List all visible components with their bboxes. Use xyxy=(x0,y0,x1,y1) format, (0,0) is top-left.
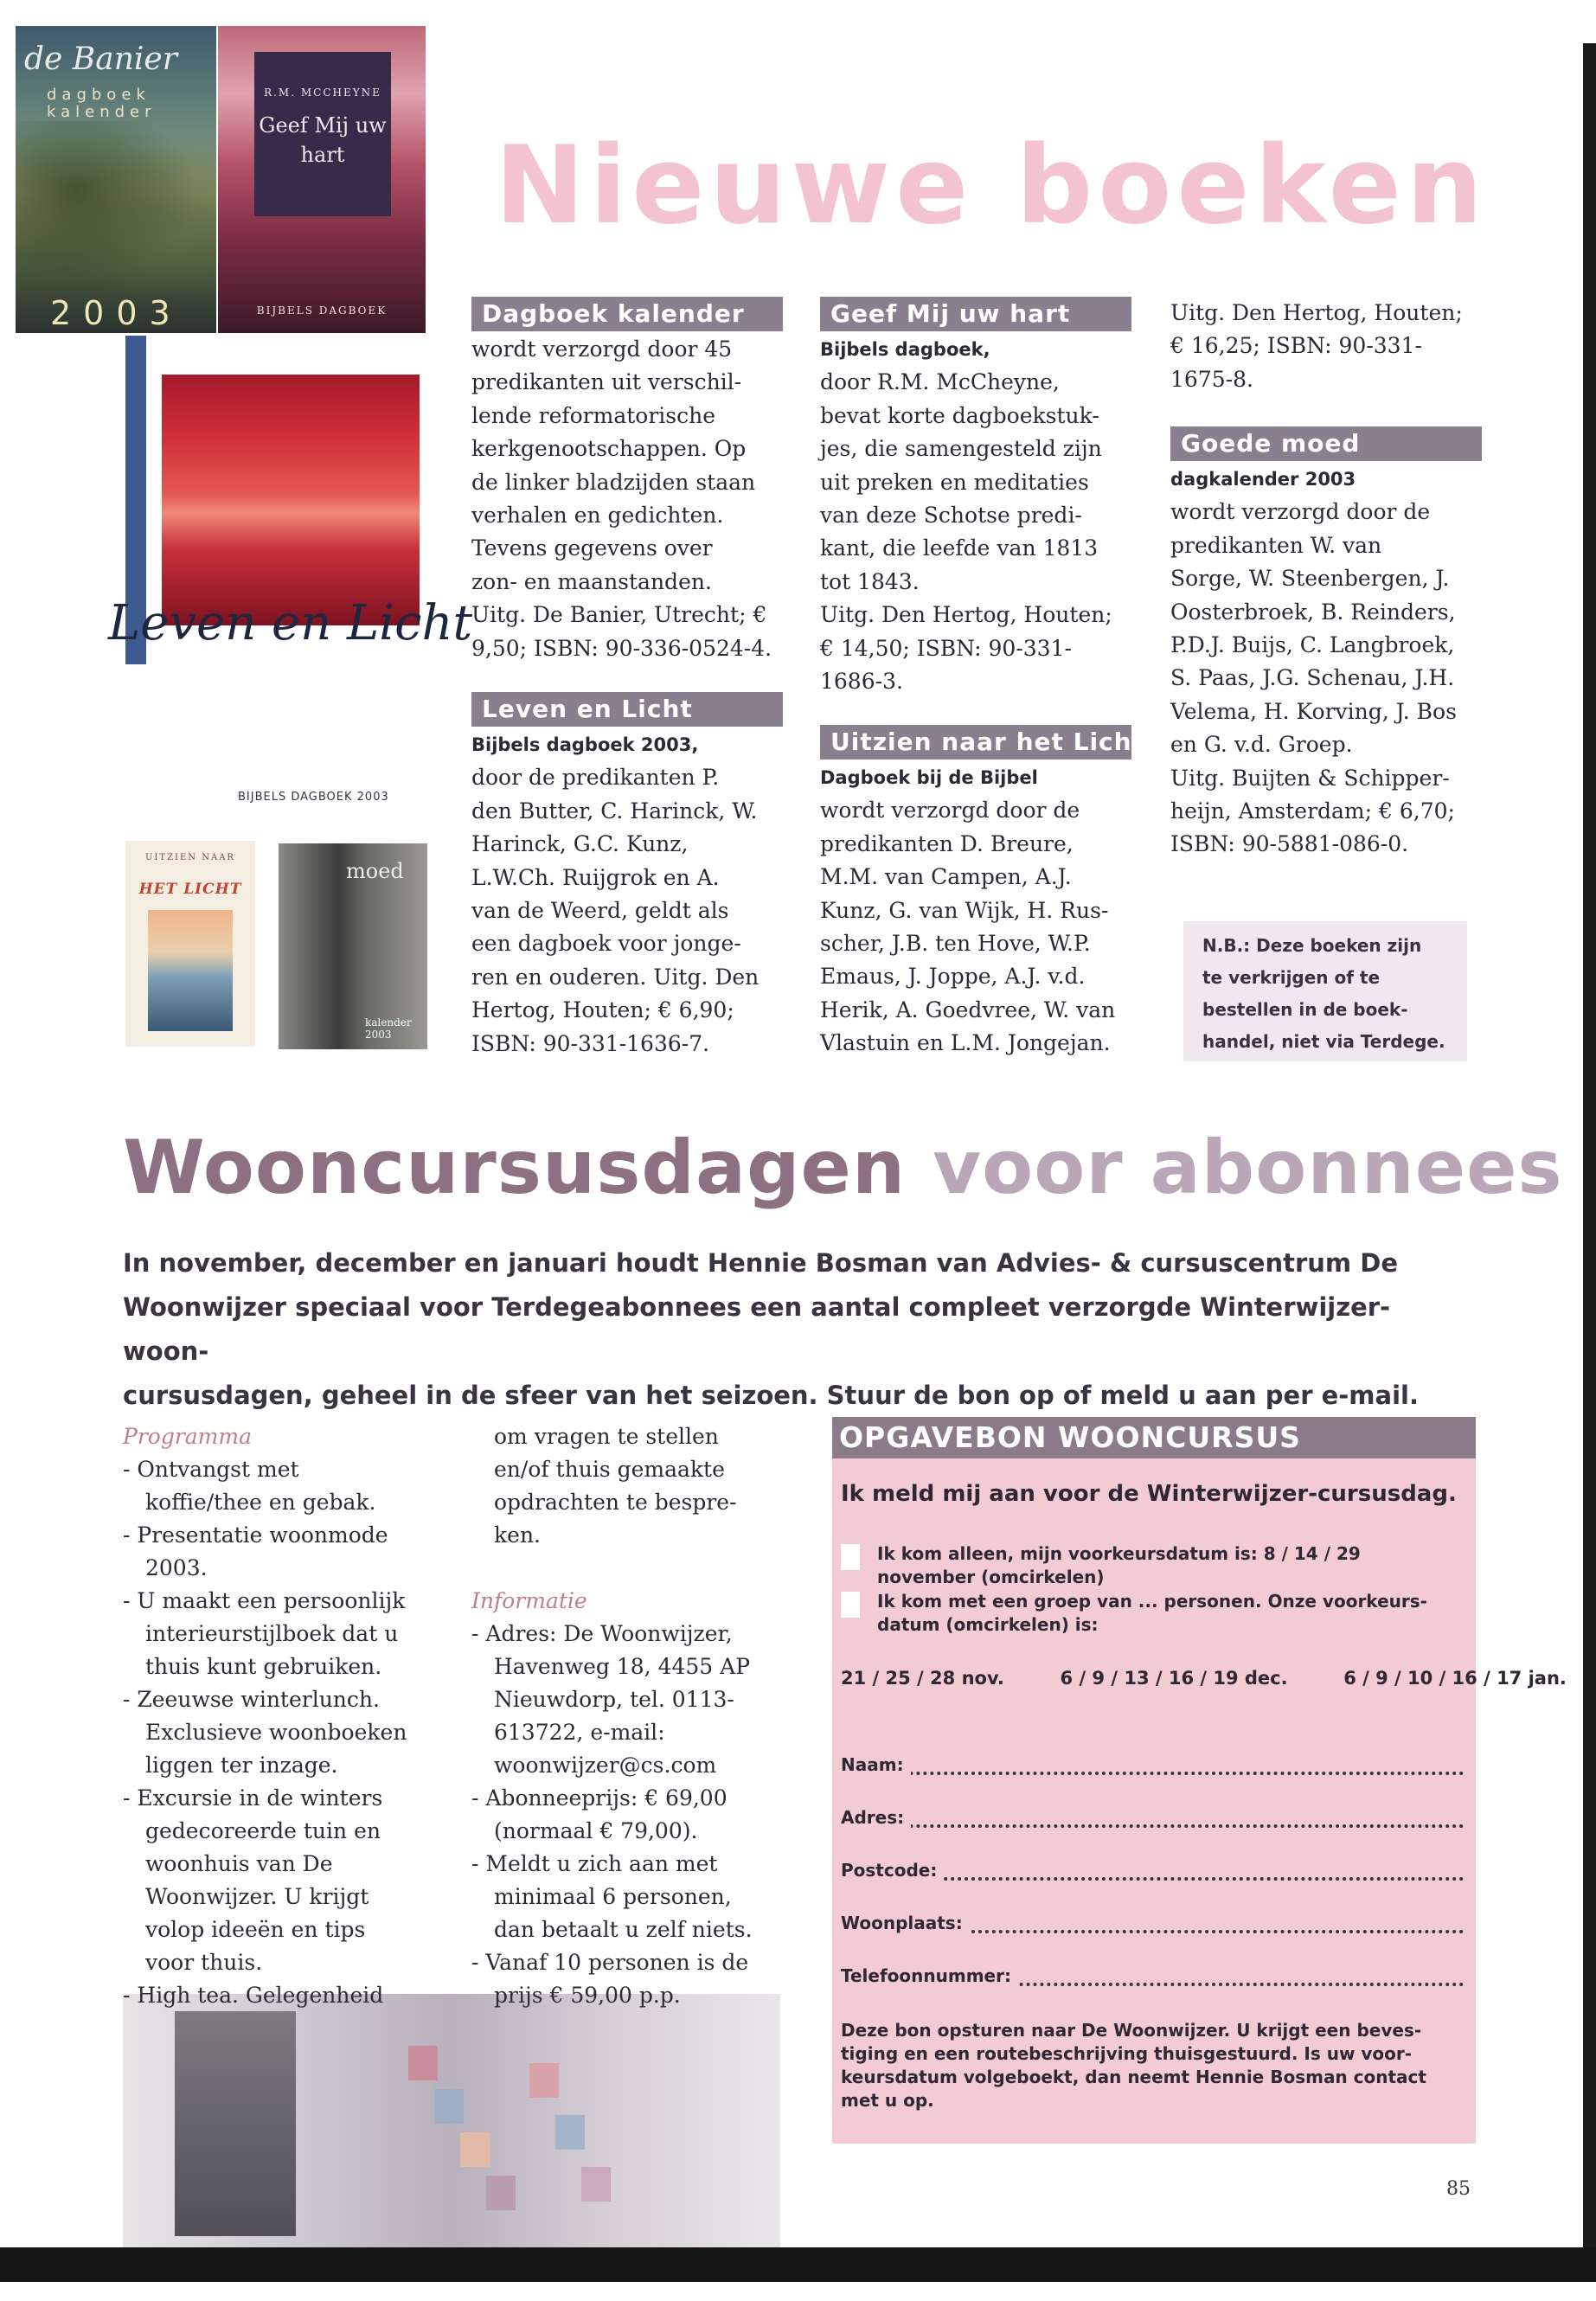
informatie-item: - Vanaf 10 personen is de prijs € 59,00 p.p. xyxy=(471,1950,749,2008)
article-body: door de predikanten P. den Butter, C. Harinck, W. Harinck, G.C. Kunz, L.W.Ch. Ruijgrok en A. van de Weerd, geldt als een dagboek voor jonge- ren en ouderen. Uitg. Den Hertog, Houten; € 6,90; ISBN: 90-331-1636-7. xyxy=(471,765,760,1056)
option-alone-checkbox[interactable] xyxy=(841,1544,860,1570)
article-subtitle: Bijbels dagboek, xyxy=(820,339,990,360)
field-naam[interactable] xyxy=(841,1754,1464,1782)
article-title: Dagboek kalender xyxy=(471,297,783,331)
field-label: Naam: xyxy=(841,1754,911,1775)
cover-title-area xyxy=(91,595,473,725)
cover-title: Geef Mij uw hart xyxy=(259,113,387,167)
cover-landscape-image xyxy=(16,121,216,294)
headline-nieuwe-boeken: Nieuwe boeken xyxy=(495,124,1489,248)
field-label: Adres: xyxy=(841,1807,911,1828)
color-swatch xyxy=(434,2089,464,2124)
option-alone[interactable] xyxy=(841,1542,1464,1589)
informatie-item: - Meldt u zich aan met minimaal 6 personen, dan betaalt u zelf niets. xyxy=(471,1851,753,1942)
cover-leven-en-licht xyxy=(108,336,473,855)
cover-lake-image xyxy=(148,910,233,1031)
field-label: Woonplaats: xyxy=(841,1913,970,1933)
article-title: Goede moed xyxy=(1170,426,1482,461)
cover-brand: de Banier xyxy=(24,42,177,77)
cover-dagboek-kalender xyxy=(16,26,216,333)
article-dagboek-kalender xyxy=(471,297,783,665)
programma-item-continued: om vragen te stellen en/of thuis gemaakte opdrachten te bespre- ken. xyxy=(494,1424,737,1548)
article-body: wordt verzorgd door de predikanten W. van Sorge, W. Steenbergen, J. Oosterbroek, B. Reinders, P.D.J. Buijs, C. Langbroek, S. Paas, J.G. Schenau, J.H. Velema, H. Korving, J. Bos en G. v.d. Groep. Uitg. Buijten & Schipper- heijn, Amsterdam; € 6,70; ISBN: 90-5881-086-0. xyxy=(1170,499,1457,857)
page-number: 85 xyxy=(1446,2178,1471,2200)
form-intro: Ik meld mij aan voor de Winterwijzer-cursusdag. xyxy=(841,1481,1457,1507)
dates-november: 21 / 25 / 28 nov. xyxy=(841,1668,1004,1689)
programma-item: - U maakt een persoonlijk interieurstijlboek dat u thuis kunt gebruiken. xyxy=(123,1588,406,1679)
programma-item: - Excursie in de winters gedecoreerde tuin en woonhuis van De Woonwijzer. U krijgt volop ideeën en tips voor thuis. xyxy=(123,1785,383,1975)
article-subtitle: Bijbels dagboek 2003, xyxy=(471,734,699,755)
cover-title-line1: UITZIEN NAAR xyxy=(145,853,235,862)
article-goede-moed xyxy=(1170,426,1482,862)
page-edge-bottom xyxy=(0,2247,1596,2282)
cover-title-line2: HET LICHT xyxy=(138,881,242,898)
option-group-checkbox[interactable] xyxy=(841,1592,860,1618)
article-body: wordt verzorgd door 45 predikanten uit verschil- lende reformatorische kerkgenootschappen. Op de linker bladzijden staan verhalen en gedichten. Tevens gegevens over zon- en maanstanden. Uitg. De Banier, Utrecht; € 9,50; ISBN: 90-336-0524-4. xyxy=(471,336,772,661)
dates-december: 6 / 9 / 13 / 16 / 19 dec. xyxy=(1060,1668,1288,1689)
field-woonplaats[interactable] xyxy=(841,1913,1464,1940)
article-uitzien-continued xyxy=(1170,297,1482,396)
form-title: OPGAVEBON WOONCURSUS xyxy=(832,1417,1476,1458)
programma-label: Programma xyxy=(123,1424,252,1449)
programma-item: - Zeeuwse winterlunch. Exclusieve woonboeken liggen ter inzage. xyxy=(123,1687,407,1778)
cover-footer: BIJBELS DAGBOEK xyxy=(256,304,388,317)
article-body: door R.M. McCheyne, bevat korte dagboekstuk- jes, die samengesteld zijn uit preken en meditaties van deze Schotse predi- kant, die leefde van 1813 tot 1843. Uitg. Den Hertog, Houten; € 14,50; ISBN: 90-331- 1686-3. xyxy=(820,369,1112,695)
field-telefoonnummer[interactable] xyxy=(841,1965,1464,1993)
decor-photo xyxy=(123,1994,780,2247)
color-swatch xyxy=(555,2115,585,2150)
field-dots xyxy=(841,1824,1464,1828)
cover-subtitle: dagboek kalender xyxy=(47,86,157,121)
programma-list xyxy=(123,1420,452,2012)
programma-item: - Ontvangst met koffie/thee en gebak. xyxy=(123,1457,376,1515)
article-subtitle: Dagboek bij de Bijbel xyxy=(820,767,1038,788)
cover-title: Leven en Licht xyxy=(108,595,473,651)
informatie-item: - Abonneeprijs: € 69,00 (normaal € 79,00). xyxy=(471,1785,727,1843)
article-title: Uitzien naar het Licht xyxy=(820,725,1131,760)
cover-sunset-image xyxy=(162,375,420,625)
article-subtitle: dagkalender 2003 xyxy=(1170,469,1356,490)
programma-item: - Presentatie woonmode 2003. xyxy=(123,1522,388,1580)
field-adres[interactable] xyxy=(841,1807,1464,1835)
article-title: Geef Mij uw hart xyxy=(820,297,1131,331)
headline-wooncursusdagen xyxy=(123,1120,1563,1215)
informatie-item: - Adres: De Woonwijzer, Havenweg 18, 4455 AP Nieuwdorp, tel. 0113- 613722, e-mail: woonwijzer@cs.com xyxy=(471,1621,751,1778)
article-leven-en-licht xyxy=(471,692,783,1061)
field-label: Postcode: xyxy=(841,1860,944,1881)
cover-uitzien-naar-het-licht xyxy=(125,841,255,1047)
article-geef-mij-uw-hart xyxy=(820,297,1131,698)
cover-year: 2003 xyxy=(50,294,183,332)
intro-paragraph: In november, december en januari houdt Hennie Bosman van Advies- & cursuscentrum De Woonwijzer speciaal voor Terdegeabonnees een aantal compleet verzorgde Winterwijzer-woon- cursusdagen, geheel in de sfeer van het seizoen. Stuur de bon op of meld u aan per e-mail. xyxy=(123,1248,1419,1410)
cover-year: kalender 2003 xyxy=(365,1016,412,1041)
option-alone-label: Ik kom alleen, mijn voorkeursdatum is: 8 / 14 / 29 november (omcirkelen) xyxy=(877,1543,1361,1587)
color-swatch xyxy=(408,2046,438,2080)
field-postcode[interactable] xyxy=(841,1860,1464,1888)
cover-title-panel xyxy=(254,52,391,216)
article-uitzien-naar-het-licht xyxy=(820,725,1144,1061)
headline-part-2: voor abonnees xyxy=(933,1125,1563,1211)
cover-geef-mij-uw-hart xyxy=(218,26,426,333)
furniture-shape xyxy=(175,2011,296,2236)
cover-subtitle: BIJBELS DAGBOEK 2003 xyxy=(238,791,389,804)
color-swatch xyxy=(529,2063,559,2098)
color-swatch xyxy=(486,2176,516,2210)
form-footer-text: Deze bon opsturen naar De Woonwijzer. U krijgt een beves- tiging en een routebeschrijving thuisgestuurd. Is uw voor- keursdatum volgeboekt, dan neemt Hennie Bosman contact met u op. xyxy=(841,2020,1426,2111)
informatie-list xyxy=(471,1420,800,2012)
cover-title: moed xyxy=(346,859,404,883)
cover-author: R.M. MCCHEYNE xyxy=(264,87,381,99)
option-group-label: Ik kom met een groep van ... personen. Onze voorkeurs- datum (omcirkelen) is: xyxy=(877,1591,1427,1635)
article-body: Uitg. Den Hertog, Houten; € 16,25; ISBN: 90-331- 1675-8. xyxy=(1170,300,1463,392)
cover-goede-moed xyxy=(279,843,427,1049)
field-dots xyxy=(841,1772,1464,1775)
option-group[interactable] xyxy=(841,1590,1464,1637)
field-label: Telefoonnummer: xyxy=(841,1965,1018,1986)
note-text: N.B.: Deze boeken zijn te verkrijgen of te bestellen in de boek- handel, niet via Terdege. xyxy=(1202,935,1445,1052)
article-title: Leven en Licht xyxy=(471,692,783,727)
registration-form xyxy=(832,1417,1567,2144)
headline-part-1: Wooncursusdagen xyxy=(123,1125,907,1211)
informatie-label: Informatie xyxy=(471,1588,587,1613)
dates-line xyxy=(841,1668,1567,1689)
article-body: wordt verzorgd door de predikanten D. Breure, M.M. van Campen, A.J. Kunz, G. van Wijk, H. Rus- scher, J.B. ten Hove, W.P. Emaus, J. Joppe, A.J. v.d. Herik, A. Goedvree, W. van Vlastuin en L.M. Jongejan. xyxy=(820,798,1116,1056)
programma-item: - High tea. Gelegenheid xyxy=(123,1983,384,2008)
color-swatch xyxy=(581,2167,611,2202)
page-edge-right xyxy=(1583,43,1596,2266)
color-swatch xyxy=(460,2132,490,2167)
dates-january: 6 / 9 / 10 / 16 / 17 jan. xyxy=(1343,1668,1567,1689)
note-box xyxy=(1183,921,1467,1061)
